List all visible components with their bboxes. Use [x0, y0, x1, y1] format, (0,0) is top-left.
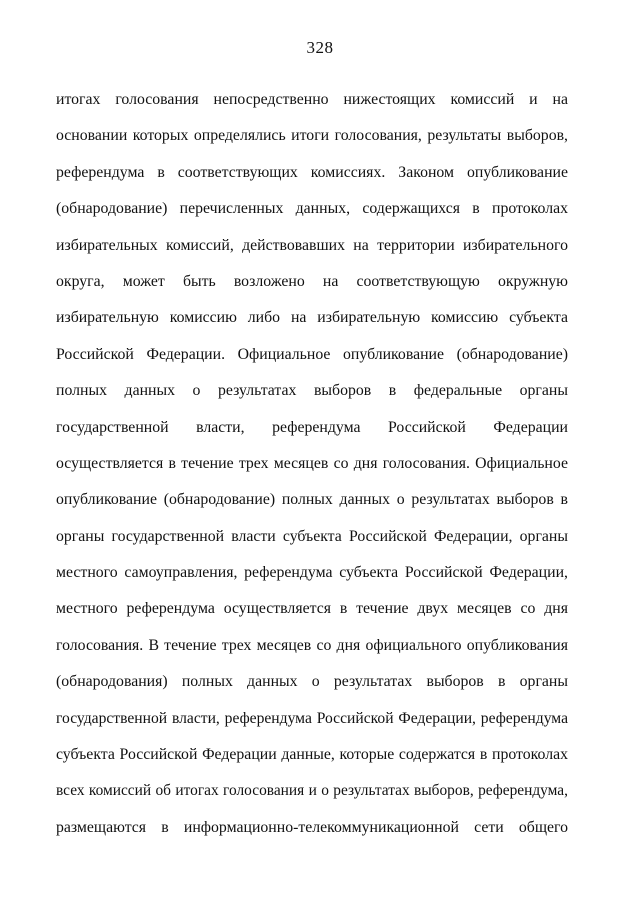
text-line: осуществляется в течение трех месяцев со дня голосования. Официальное — [56, 454, 568, 472]
text-line: округа, может быть возложено на соответствующую окружную — [56, 272, 568, 290]
text-line: всех комиссий об итогах голосования и о результатах выборов, референдума, — [56, 782, 568, 800]
text-line: Российской Федерации. Официальное опубликование (обнародование) — [56, 345, 568, 363]
text-line: (обнародования) полных данных о результатах выборов в органы — [56, 673, 568, 691]
text-line: избирательную комиссию либо на избирательную комиссию субъекта — [56, 309, 568, 327]
text-line: субъекта Российской Федерации данные, которые содержатся в протоколах — [56, 746, 568, 764]
text-line: опубликование (обнародование) полных данных о результатах выборов в — [56, 491, 568, 509]
text-line: местного референдума осуществляется в течение двух месяцев со дня — [56, 600, 568, 618]
body-text — [56, 82, 568, 846]
text-line: органы государственной власти субъекта Российской Федерации, органы — [56, 527, 568, 545]
text-line: избирательных комиссий, действовавших на территории избирательного — [56, 236, 568, 254]
text-line: местного самоуправления, референдума субъекта Российской Федерации, — [56, 564, 568, 582]
page-number: 328 — [306, 38, 334, 57]
text-line: размещаются в информационно-телекоммуникационной сети общего — [56, 818, 568, 836]
text-line: референдума в соответствующих комиссиях. Законом опубликование — [56, 163, 568, 181]
text-line: (обнародование) перечисленных данных, содержащихся в протоколах — [56, 200, 568, 218]
text-line: государственной власти, референдума Российской Федерации — [56, 418, 568, 436]
text-line: полных данных о результатах выборов в федеральные органы — [56, 382, 568, 400]
text-line: основании которых определялись итоги голосования, результаты выборов, — [56, 127, 568, 145]
text-line: итогах голосования непосредственно нижестоящих комиссий и на — [56, 91, 568, 108]
text-line: государственной власти, референдума Российской Федерации, референдума — [56, 709, 568, 727]
text-line: голосования. В течение трех месяцев со дня официального опубликования — [56, 636, 568, 654]
